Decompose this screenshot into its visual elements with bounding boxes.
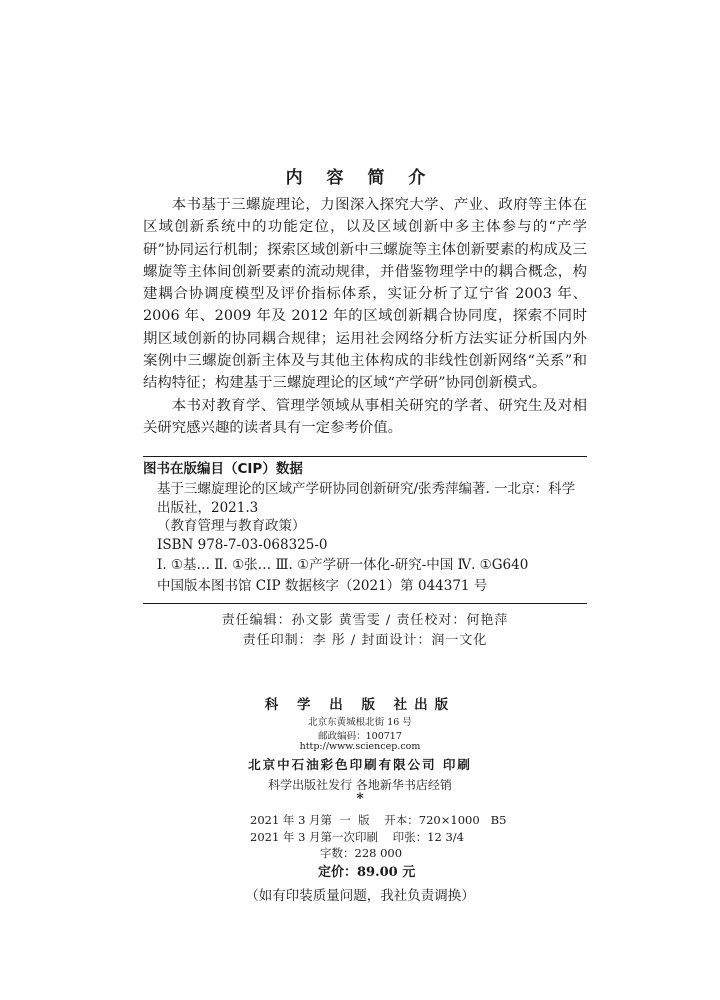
cip-record-number: 中国版本图书馆 CIP 数据核字（2021）第 044371 号 bbox=[157, 577, 488, 594]
cip-top-divider bbox=[143, 456, 587, 457]
page-title: 内 容 简 介 bbox=[285, 168, 435, 188]
staff-production: 责任印制：李 彤 / 封面设计：润一文化 bbox=[242, 633, 488, 648]
separator-star: * bbox=[356, 791, 364, 807]
printer-name: 北京中石油彩色印刷有限公司 印刷 bbox=[248, 757, 472, 772]
abstract-paragraph-2: 本书对教育学、管理学领域从事相关研究的学者、研究生及对相关研究感兴趣的读者具有一定参考价值。 bbox=[143, 397, 587, 436]
word-count: 字数：228 000 bbox=[320, 846, 403, 860]
publisher-url: http://www.sciencep.com bbox=[299, 741, 421, 752]
cip-bottom-divider bbox=[143, 603, 587, 604]
cip-book-line-1: 基于三螺旋理论的区域产学研协同创新研究/张秀萍编著. 一北京：科学 bbox=[157, 481, 576, 497]
publisher-address: 北京东黄城根北街 16 号 bbox=[308, 717, 412, 728]
printing-info: 2021 年 3 月第一次印刷 印张：12 3/4 bbox=[250, 830, 464, 844]
cip-block bbox=[143, 458, 587, 596]
publisher-name: 科 学 出 版 社出版 bbox=[264, 697, 456, 713]
cip-book-line-2: 出版社，2021.3 bbox=[157, 499, 259, 516]
quality-note: （如有印装质量问题，我社负责调换） bbox=[245, 888, 475, 904]
publisher-postcode: 邮政编码：100717 bbox=[318, 731, 402, 742]
cip-classification: Ⅰ. ①基… Ⅱ. ①张… Ⅲ. ①产学研一体化-研究-中国 Ⅳ. ①G640 bbox=[157, 557, 529, 574]
price: 定价：89.00 元 bbox=[318, 865, 416, 880]
edition-info: 2021 年 3 月第 一 版 开本：720×1000 B5 bbox=[250, 813, 507, 827]
abstract-paragraph-1: 本书基于三螺旋理论，力图深入探究大学、产业、政府等主体在区域创新系统中的功能定位，以及区域创新中多主体参与的“产学研”协同运行机制；探索区域创新中三螺旋等主体创新要素的构成及三螺旋等主体间创新要素的流动规律，并借鉴物理学中的耦合概念，构建耦合协调度模型及评价指标体系，实证分析了辽宁省 2003 年、2006 年、2009 年及 2012 年的区域创新耦合协同度，探索不同时期区域创新的协同耦合规律；运用社会网络分析方法实证分析国内外案例中三螺旋创新主体及与其他主体构成的非线性创新网络“关系”和结构特征；构建基于三螺旋理论的区域“产学研”协同创新模式。 bbox=[143, 197, 587, 392]
cip-isbn: ISBN 978-7-03-068325-0 bbox=[157, 536, 328, 553]
distribution-info: 科学出版社发行 各地新华书店经销 bbox=[268, 778, 452, 792]
cip-series: （教育管理与教育政策） bbox=[157, 518, 306, 535]
cip-title: 图书在版编目（CIP）数据 bbox=[143, 461, 303, 477]
abstract-section bbox=[143, 194, 587, 439]
staff-editors: 责任编辑：孙文影 黄雪雯 / 责任校对：何艳萍 bbox=[221, 613, 509, 628]
